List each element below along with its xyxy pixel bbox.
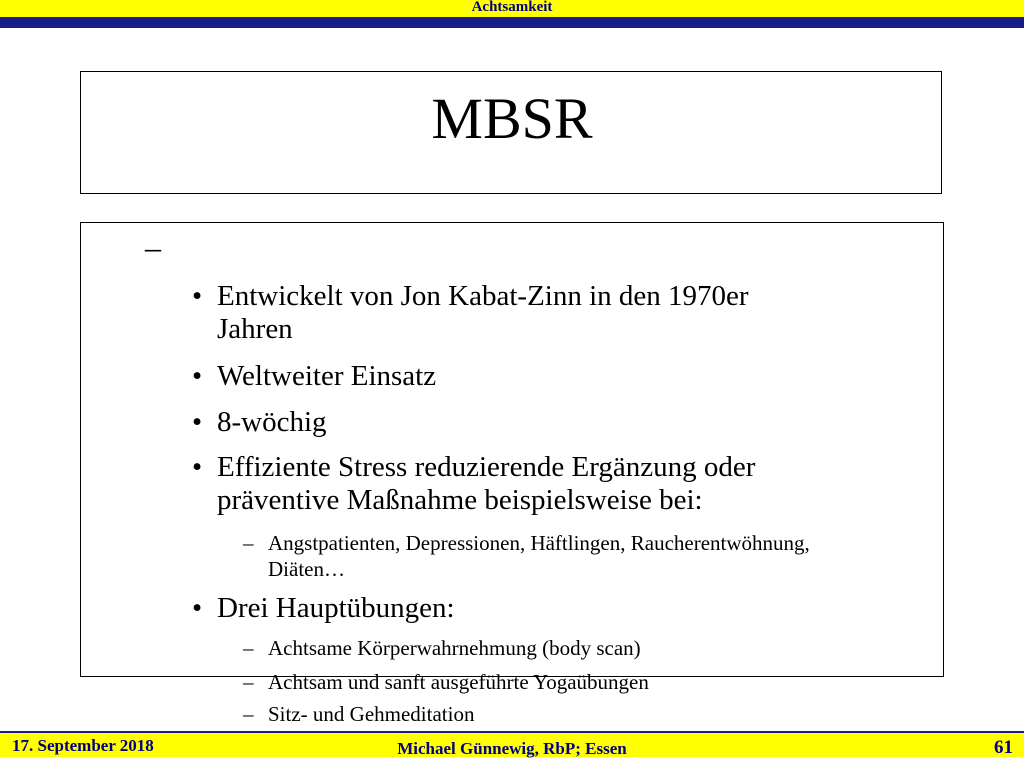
bullet-weeks: 8-wöchig [217,406,327,438]
header-rule [0,17,1024,28]
sub-bullet-yoga: Achtsam und sanft ausgeführte Yogaübungen [268,670,649,694]
bullet-developed-line2: Jahren [217,313,293,345]
bullet-worldwide: Weltweiter Einsatz [217,360,437,392]
sub-dash-marker: – [243,702,254,726]
bullet-marker: • [192,360,203,392]
sub-bullet-meditation: Sitz- und Gehmeditation [268,702,475,726]
header-bar [0,0,1024,17]
bullet-marker: • [192,451,203,483]
bullet-marker: • [192,592,203,624]
sub-bullet-patients-line1: Angstpatienten, Depressionen, Häftlingen, Raucherentwöhnung, [268,531,810,555]
bullet-efficient-line2: präventive Maßnahme beispielsweise bei: [217,484,703,516]
sub-dash-marker: – [243,670,254,694]
section-title: Achtsamkeit [471,0,553,15]
level1-dash-marker: – [145,229,161,265]
bullet-main-exercises: Drei Hauptübungen: [217,592,455,624]
sub-dash-marker: – [243,636,254,660]
bullet-developed-line1: Entwickelt von Jon Kabat-Zinn in den 1970er [217,280,749,312]
bullet-efficient-line1: Effiziente Stress reduzierende Ergänzung oder [217,451,756,483]
sub-dash-marker: – [243,531,254,555]
sub-bullet-body-scan: Achtsame Körperwahrnehmung (body scan) [268,636,641,660]
page-number: 61 [994,737,1013,758]
bullet-marker: • [192,406,203,438]
sub-bullet-patients-line2: Diäten… [268,557,345,581]
slide-title: MBSR [431,86,593,151]
bullet-marker: • [192,280,203,312]
footer-date: 17. September 2018 [12,736,154,755]
footer-author: Michael Günnewig, RbP; Essen [397,739,627,758]
